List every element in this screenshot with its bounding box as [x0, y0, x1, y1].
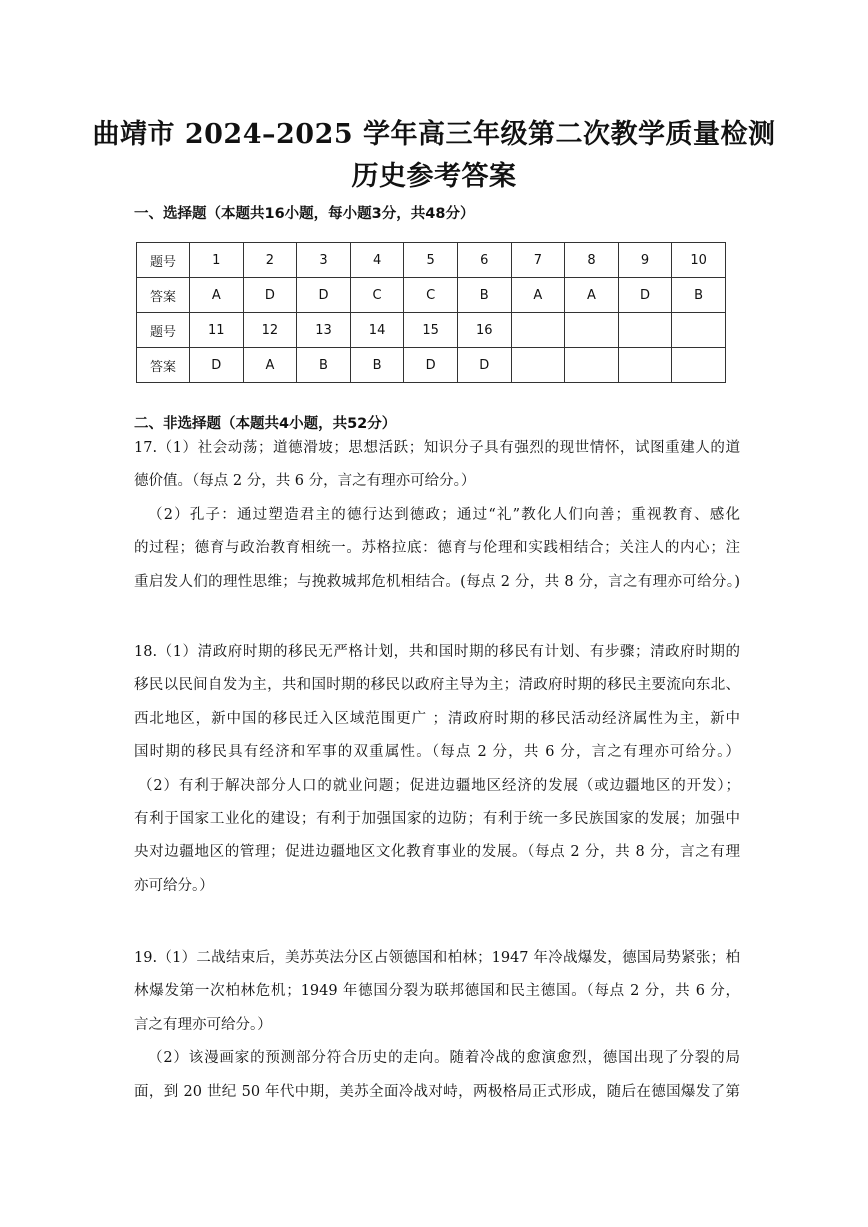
section-heading-choice: 一、选择题（本题共16小题，每小题3分，共48分） — [134, 206, 475, 222]
question-17-answer — [134, 432, 740, 599]
answer-line: 有利于国家工业化的建设；有利于加强国家的边防；有利于统一多民族国家的发展；加强中 — [134, 810, 740, 827]
table-cell: 答案 — [137, 278, 190, 313]
table-cell: C — [350, 278, 404, 313]
table-cell: A — [243, 348, 297, 383]
table-cell: 11 — [190, 313, 244, 348]
table-cell: D — [404, 348, 458, 383]
answer-line: 言之有理亦可给分。） — [134, 1016, 272, 1033]
question-19-answer — [134, 942, 740, 1109]
section-heading-essay: 二、非选择题（本题共4小题，共52分） — [134, 416, 397, 432]
answer-line: 面，到 20 世纪 50 年代中期，美苏全面冷战对峙，两极格局正式形成，随后在德国爆发了第 — [134, 1083, 740, 1100]
table-cell: D — [618, 278, 672, 313]
table-cell: 答案 — [137, 348, 190, 383]
table-cell: 3 — [297, 243, 351, 278]
table-cell: 14 — [350, 313, 404, 348]
table-cell: 9 — [618, 243, 672, 278]
table-cell — [565, 313, 619, 348]
answer-line: （2）该漫画家的预测部分符合历史的走向。随着冷战的愈演愈烈，德国出现了分裂的局 — [148, 1050, 740, 1067]
table-cell: 5 — [404, 243, 458, 278]
table-cell: 13 — [297, 313, 351, 348]
table-cell — [672, 348, 726, 383]
answer-line: （2）有利于解决部分人口的就业问题；促进边疆地区经济的发展（或边疆地区的开发）； — [138, 777, 740, 794]
page-subtitle: 历史参考答案 — [351, 161, 517, 192]
table-row — [137, 313, 726, 348]
answer-line: （2）孔子：通过塑造君主的德行达到德政；通过“礼”教化人们向善；重视教育、感化 — [148, 506, 740, 523]
table-cell — [672, 313, 726, 348]
table-row — [137, 348, 726, 383]
answer-line: 重启发人们的理性思维；与挽救城邦危机相结合。(每点 2 分，共 8 分，言之有理亦可给分。) — [134, 573, 740, 590]
table-cell: B — [457, 278, 511, 313]
table-cell: A — [511, 278, 565, 313]
table-cell: 8 — [565, 243, 619, 278]
table-cell: 6 — [457, 243, 511, 278]
table-cell: A — [190, 278, 244, 313]
table-cell: 16 — [457, 313, 511, 348]
answer-line: 林爆发第一次柏林危机；1949 年德国分裂为联邦德国和民主德国。（每点 2 分，共 6 分， — [134, 983, 740, 1000]
table-cell — [511, 348, 565, 383]
answer-line: 17.（1）社会动荡；道德滑坡；思想活跃；知识分子具有强烈的现世情怀，试图重建人的道 — [134, 440, 740, 456]
table-row — [137, 278, 726, 313]
table-cell: C — [404, 278, 458, 313]
table-cell: A — [565, 278, 619, 313]
answer-line: 18.（1）清政府时期的移民无严格计划，共和国时期的移民有计划、有步骤；清政府时期的 — [134, 644, 740, 660]
table-cell: 题号 — [137, 243, 190, 278]
table-cell: 10 — [672, 243, 726, 278]
answer-line: 的过程；德育与政治教育相统一。苏格拉底：德育与伦理和实践相结合；关注人的内心；注 — [134, 540, 740, 557]
table-cell: 15 — [404, 313, 458, 348]
answer-line: 亦可给分。） — [134, 877, 214, 894]
answer-line: 19.（1）二战结束后，美苏英法分区占领德国和柏林；1947 年冷战爆发，德国局势紧张；柏 — [134, 950, 740, 966]
answer-table — [136, 242, 726, 383]
question-18-answer — [134, 636, 740, 903]
table-cell: B — [350, 348, 404, 383]
answer-line: 央对边疆地区的管理；促进边疆地区文化教育事业的发展。（每点 2 分，共 8 分，言之有理 — [134, 844, 740, 861]
page-title: 曲靖市 2024–2025 学年高三年级第二次教学质量检测 — [92, 119, 776, 150]
table-cell — [618, 313, 672, 348]
table-cell: B — [672, 278, 726, 313]
answer-line: 西北地区，新中国的移民迁入区域范围更广 ；清政府时期的移民活动经济属性为主，新中 — [134, 710, 740, 727]
table-cell: 4 — [350, 243, 404, 278]
table-cell: 2 — [243, 243, 297, 278]
answer-line: 移民以民间自发为主，共和国时期的移民以政府主导为主；清政府时期的移民主要流向东北、 — [134, 677, 740, 694]
table-cell: 1 — [190, 243, 244, 278]
table-cell: D — [243, 278, 297, 313]
table-cell: 7 — [511, 243, 565, 278]
answer-line: 国时期的移民具有经济和军事的双重属性。（每点 2 分，共 6 分，言之有理亦可给分。） — [134, 744, 740, 761]
table-row — [137, 243, 726, 278]
table-cell: D — [297, 278, 351, 313]
table-cell: D — [190, 348, 244, 383]
table-cell — [618, 348, 672, 383]
answer-line: 德价值。（每点 2 分，共 6 分，言之有理亦可给分。） — [134, 473, 476, 490]
table-cell: B — [297, 348, 351, 383]
table-cell — [511, 313, 565, 348]
table-cell: D — [457, 348, 511, 383]
table-cell — [565, 348, 619, 383]
table-cell: 12 — [243, 313, 297, 348]
table-cell: 题号 — [137, 313, 190, 348]
